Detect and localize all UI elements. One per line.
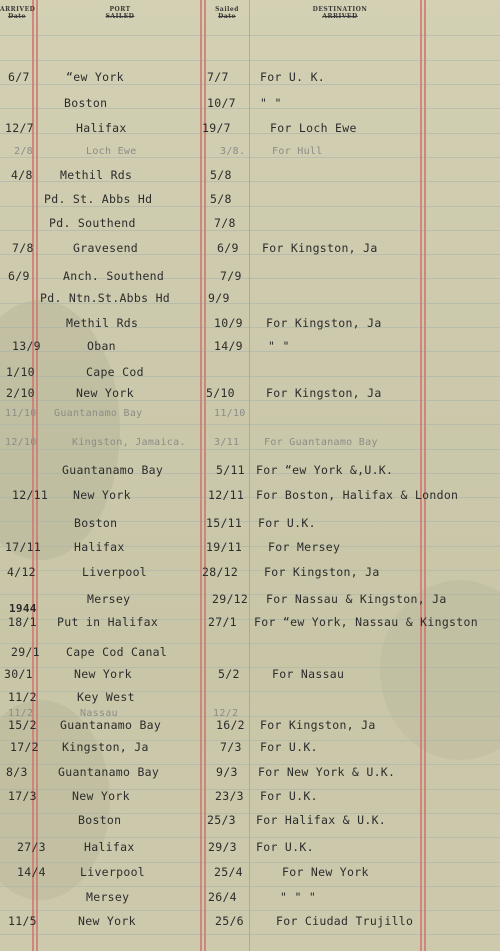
cell-sailed-date: 12/11 xyxy=(208,488,245,502)
cell-destination: For Ciudad Trujillo xyxy=(276,914,414,928)
column-rule-destination-double xyxy=(424,0,426,951)
cell-arrived-date: 6/9 xyxy=(8,269,30,283)
cell-sailed-date: 3/8. xyxy=(220,146,246,157)
cell-port: Loch Ewe xyxy=(86,146,137,157)
cell-port: Cape Cod xyxy=(86,365,144,379)
cell-arrived-date: 18/1 xyxy=(8,615,37,629)
cell-sailed-date: 15/11 xyxy=(206,516,243,530)
cell-sailed-date: 9/3 xyxy=(216,765,238,779)
cell-port: Liverpool xyxy=(82,565,148,579)
cell-port: New York xyxy=(74,667,132,681)
column-rule-port xyxy=(200,0,202,951)
cell-destination: For Nassau xyxy=(272,667,345,681)
cell-arrived-date: 6/7 xyxy=(8,70,30,84)
cell-port: Methil Rds xyxy=(60,168,133,182)
cell-sailed-date: 10/7 xyxy=(207,96,236,110)
cell-sailed-date: 5/8 xyxy=(210,192,232,206)
cell-destination: For Nassau & Kingston, Ja xyxy=(266,592,447,606)
cell-port: Mersey xyxy=(86,890,130,904)
cell-port: Halifax xyxy=(84,840,135,854)
cell-destination: For Kingston, Ja xyxy=(266,316,382,330)
cell-destination: For New York xyxy=(282,865,369,879)
cell-port: Mersey xyxy=(87,592,131,606)
cell-sailed-date: 5/11 xyxy=(216,463,245,477)
cell-arrived-date: 8/3 xyxy=(6,765,28,779)
cell-sailed-date: 16/2 xyxy=(216,718,245,732)
cell-arrived-date: 4/12 xyxy=(7,565,36,579)
cell-port: Guantanamo Bay xyxy=(62,463,164,477)
cell-sailed-date: 25/6 xyxy=(215,914,244,928)
header-sailed: Sailed Date xyxy=(215,6,239,20)
column-rule-arrived-double xyxy=(36,0,38,951)
cell-sailed-date: 5/10 xyxy=(206,386,235,400)
cell-arrived-date: 7/8 xyxy=(12,241,34,255)
cell-port: Boston xyxy=(78,813,122,827)
cell-sailed-date: 5/2 xyxy=(218,667,240,681)
cell-destination: For U.K. xyxy=(260,740,318,754)
cell-sailed-date: 26/4 xyxy=(208,890,237,904)
cell-sailed-date: 19/11 xyxy=(206,540,243,554)
cell-destination: For Boston, Halifax & London xyxy=(256,488,459,502)
cell-destination: For U. K. xyxy=(260,70,326,84)
cell-arrived-date: 2/10 xyxy=(6,386,35,400)
cell-port: Boston xyxy=(74,516,118,530)
cell-arrived-date: 17/11 xyxy=(5,540,42,554)
cell-destination: For Kingston, Ja xyxy=(266,386,382,400)
cell-arrived-date: 15/2 xyxy=(8,718,37,732)
cell-port: Put in Halifax xyxy=(57,615,159,629)
cell-arrived-date: 13/9 xyxy=(12,339,41,353)
cell-arrived-date: 11/10 xyxy=(5,408,37,419)
cell-destination: For Kingston, Ja xyxy=(262,241,378,255)
header-port: PORT SAILED xyxy=(105,6,135,20)
cell-sailed-date: 19/7 xyxy=(202,121,231,135)
cell-destination: For Halifax & U.K. xyxy=(256,813,387,827)
cell-arrived-date: 14/4 xyxy=(17,865,46,879)
cell-destination: " " " xyxy=(280,890,317,904)
cell-sailed-date: 12/2 xyxy=(213,708,239,719)
cell-arrived-date: 12/7 xyxy=(5,121,34,135)
cell-arrived-date: 17/2 xyxy=(10,740,39,754)
cell-destination: For New York & U.K. xyxy=(258,765,396,779)
cell-destination: " " xyxy=(268,339,290,353)
cell-arrived-date: 12/10 xyxy=(5,437,37,448)
cell-sailed-date: 28/12 xyxy=(202,565,239,579)
cell-destination: For Kingston, Ja xyxy=(260,718,376,732)
cell-port: Oban xyxy=(87,339,116,353)
cell-port: Kingston, Jamaica. xyxy=(72,437,186,448)
cell-port: New York xyxy=(72,789,130,803)
cell-sailed-date: 5/8 xyxy=(210,168,232,182)
cell-port: “ew York xyxy=(66,70,124,84)
cell-destination: For Guantanamo Bay xyxy=(264,437,378,448)
cell-port: New York xyxy=(73,488,131,502)
cell-destination: For U.K. xyxy=(258,516,316,530)
cell-sailed-date: 7/7 xyxy=(207,70,229,84)
cell-sailed-date: 7/8 xyxy=(214,216,236,230)
cell-port: Gravesend xyxy=(73,241,139,255)
cell-port: Pd. Ntn.St.Abbs Hd xyxy=(40,291,171,305)
cell-sailed-date: 25/4 xyxy=(214,865,243,879)
cell-destination: For Loch Ewe xyxy=(270,121,357,135)
cell-sailed-date: 3/11 xyxy=(214,437,240,448)
cell-port: New York xyxy=(78,914,136,928)
cell-arrived-date: 17/3 xyxy=(8,789,37,803)
cell-sailed-date: 10/9 xyxy=(214,316,243,330)
cell-port: Halifax xyxy=(76,121,127,135)
cell-arrived-date: 11/5 xyxy=(8,914,37,928)
cell-arrived-date: 4/8 xyxy=(11,168,33,182)
column-rule-port-double xyxy=(204,0,206,951)
cell-sailed-date: 25/3 xyxy=(207,813,236,827)
cell-sailed-date: 14/9 xyxy=(214,339,243,353)
cell-port: Nassau xyxy=(80,708,118,719)
header-arrived: ARRIVED Date xyxy=(0,6,36,20)
cell-arrived-date: 11/2 xyxy=(8,708,34,719)
cell-arrived-date: 12/11 xyxy=(12,488,49,502)
cell-destination: For Mersey xyxy=(268,540,341,554)
cell-port: Guantanamo Bay xyxy=(60,718,162,732)
cell-port: Key West xyxy=(77,690,135,704)
cell-destination: For Kingston, Ja xyxy=(264,565,380,579)
cell-port: Liverpool xyxy=(80,865,146,879)
cell-port: Guantanamo Bay xyxy=(58,765,160,779)
cell-destination: For U.K. xyxy=(260,789,318,803)
cell-port: Pd. Southend xyxy=(49,216,136,230)
cell-sailed-date: 29/12 xyxy=(212,592,249,606)
cell-destination: For U.K. xyxy=(256,840,314,854)
cell-destination: For Hull xyxy=(272,146,323,157)
paper-stain xyxy=(380,580,500,760)
cell-sailed-date: 6/9 xyxy=(217,241,239,255)
cell-arrived-date: 30/1 xyxy=(4,667,33,681)
cell-port: Pd. St. Abbs Hd xyxy=(44,192,153,206)
cell-arrived-date: 2/8 xyxy=(14,146,33,157)
cell-destination: " " xyxy=(260,96,282,110)
cell-destination: For “ew York, Nassau & Kingston xyxy=(254,615,478,629)
cell-arrived-date: 1/10 xyxy=(6,365,35,379)
year-note: 1944 xyxy=(9,602,37,615)
cell-sailed-date: 7/3 xyxy=(220,740,242,754)
cell-sailed-date: 11/10 xyxy=(214,408,246,419)
header-destination: DESTINATION ARRIVED xyxy=(312,6,368,20)
cell-sailed-date: 29/3 xyxy=(208,840,237,854)
column-rule-sailed xyxy=(249,0,250,951)
cell-port: Boston xyxy=(64,96,108,110)
cell-sailed-date: 27/1 xyxy=(208,615,237,629)
column-rule-arrived xyxy=(32,0,34,951)
cell-sailed-date: 7/9 xyxy=(220,269,242,283)
cell-arrived-date: 27/3 xyxy=(17,840,46,854)
cell-port: Halifax xyxy=(74,540,125,554)
cell-port: Guantanamo Bay xyxy=(54,408,143,419)
column-rule-destination xyxy=(420,0,422,951)
cell-arrived-date: 29/1 xyxy=(11,645,40,659)
cell-port: Kingston, Ja xyxy=(62,740,149,754)
cell-port: Anch. Southend xyxy=(63,269,165,283)
cell-port: Methil Rds xyxy=(66,316,139,330)
cell-sailed-date: 23/3 xyxy=(215,789,244,803)
cell-arrived-date: 11/2 xyxy=(8,690,37,704)
cell-destination: For “ew York &,U.K. xyxy=(256,463,394,477)
cell-port: Cape Cod Canal xyxy=(66,645,168,659)
cell-sailed-date: 9/9 xyxy=(208,291,230,305)
cell-port: New York xyxy=(76,386,134,400)
